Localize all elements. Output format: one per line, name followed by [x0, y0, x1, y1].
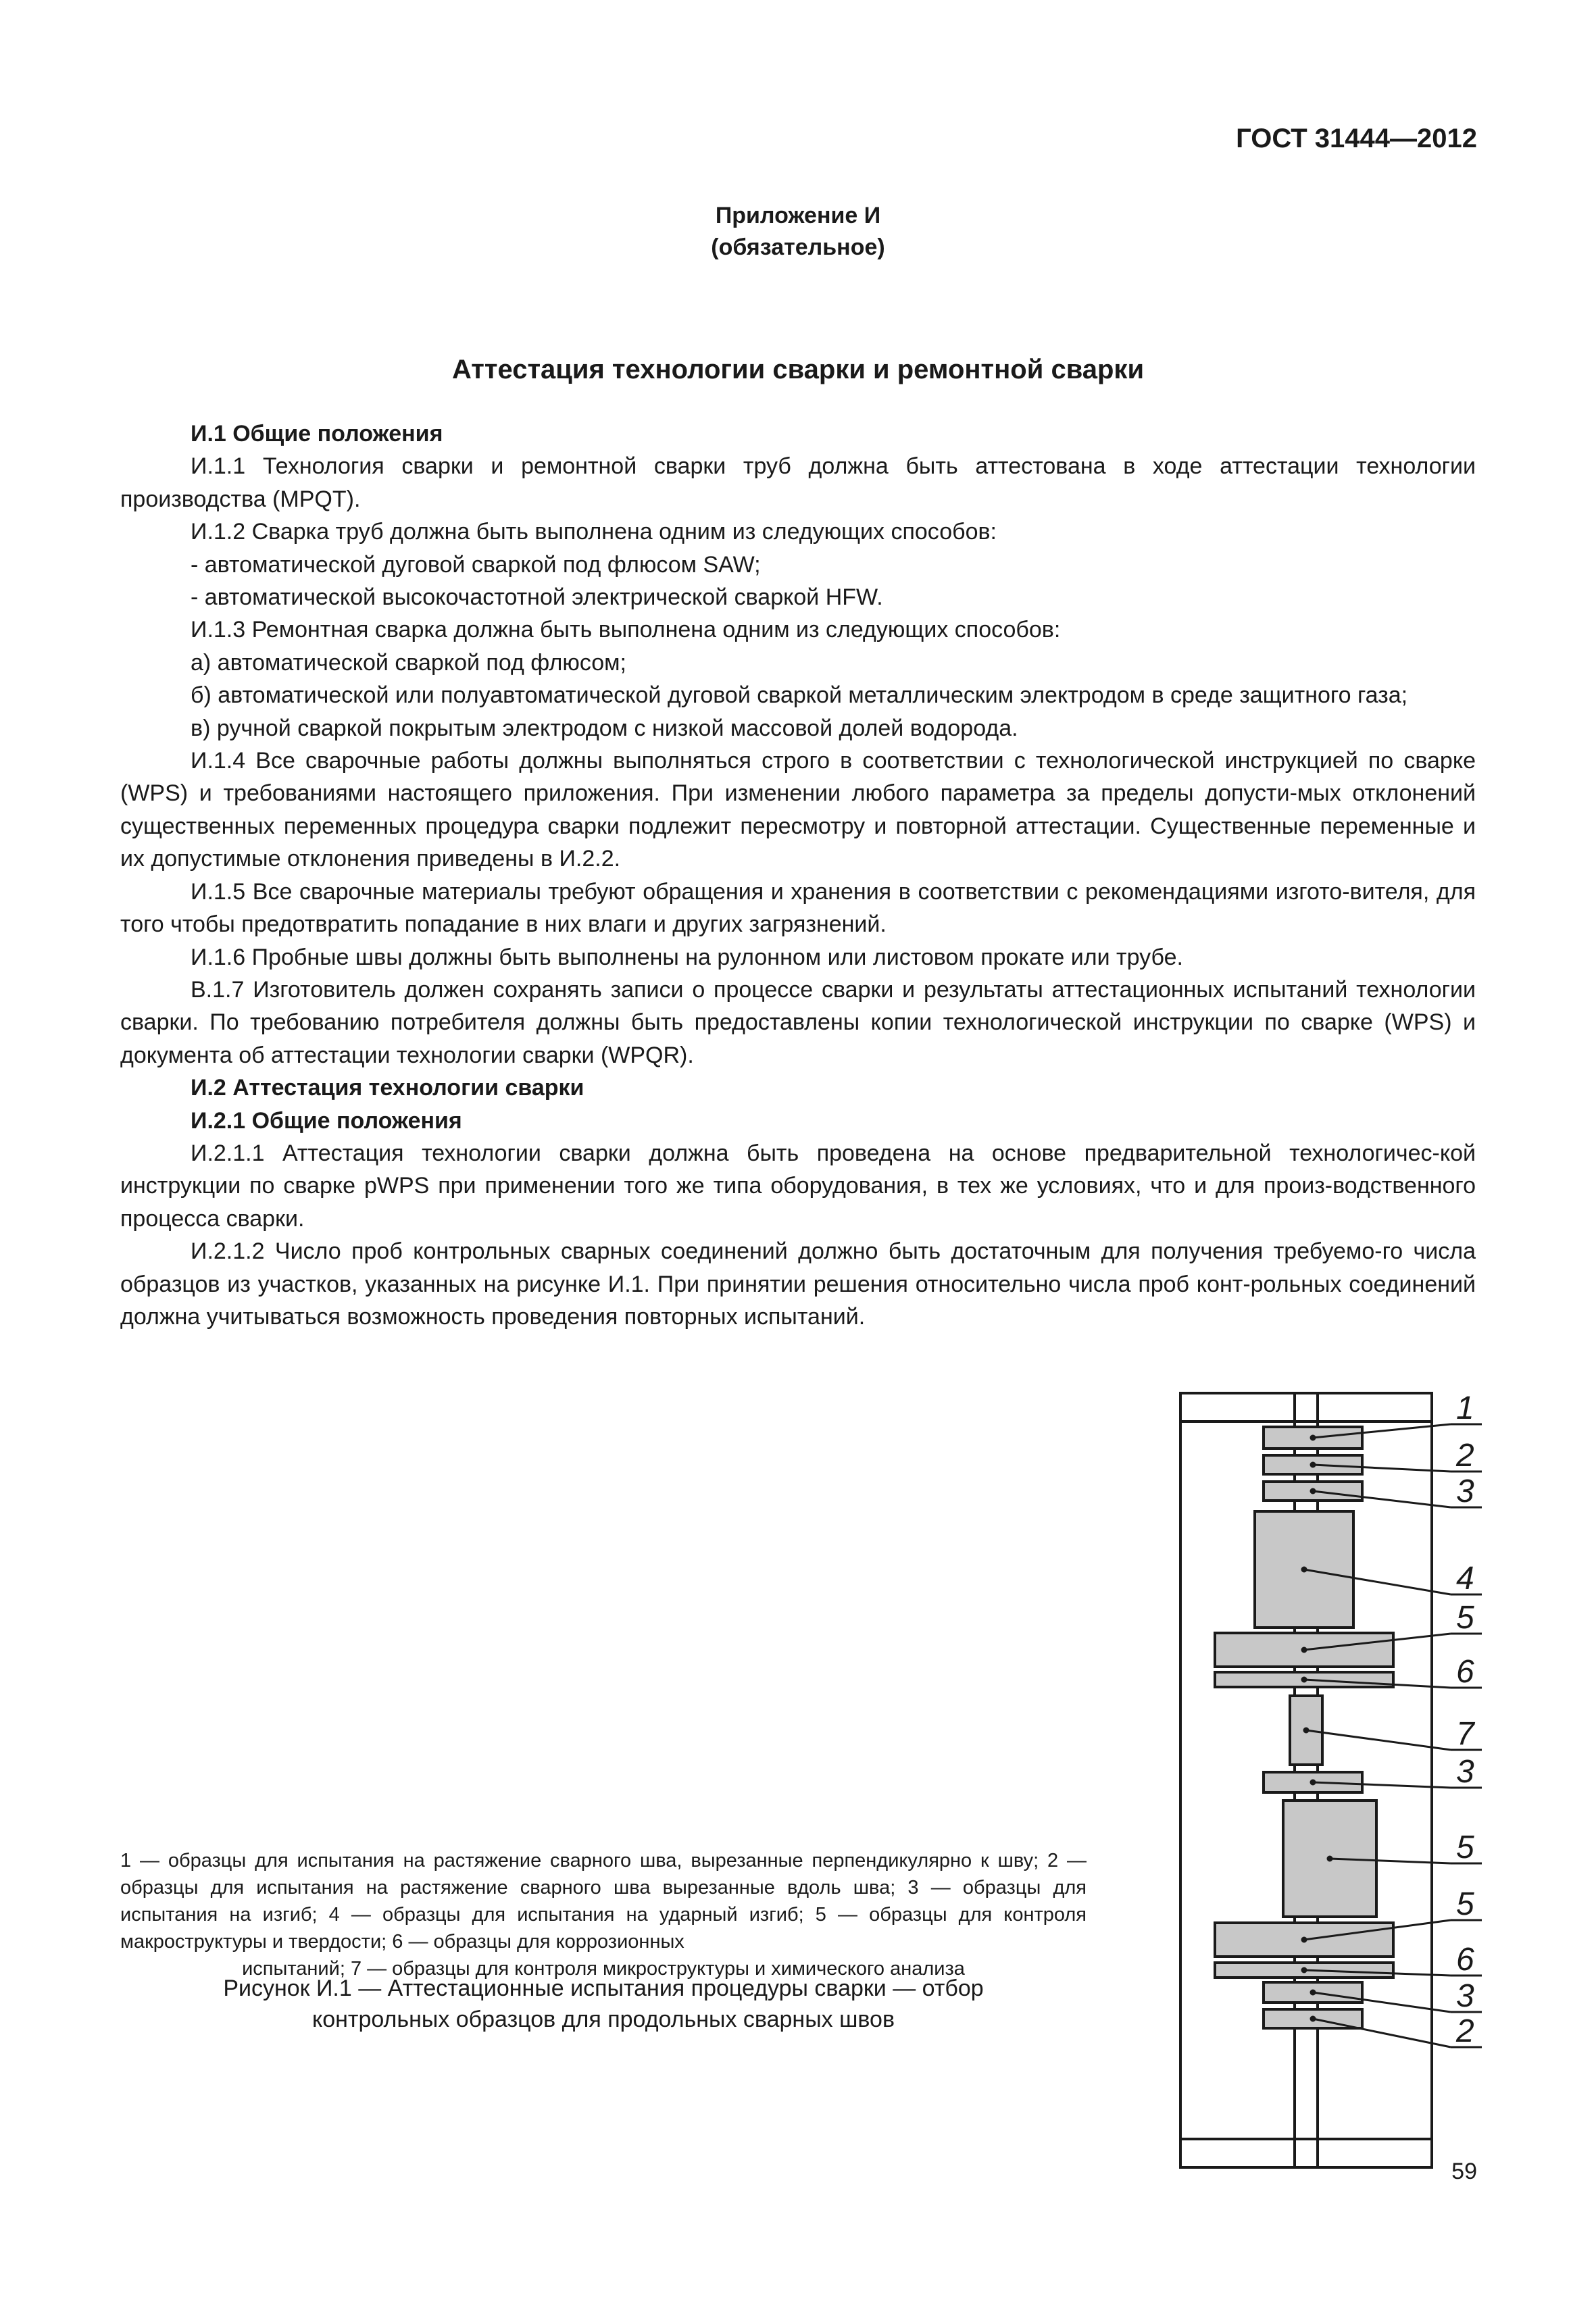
- appendix-name: Приложение И: [715, 203, 881, 228]
- standard-number: ГОСТ 31444—2012: [1236, 124, 1477, 153]
- specimen-label: 5: [1456, 1600, 1474, 1636]
- specimen-label: 1: [1456, 1392, 1474, 1426]
- leader-dot: [1311, 1463, 1315, 1467]
- leader-line: [1313, 2019, 1451, 2047]
- paragraph: И.1.4 Все сварочные работы должны выполняться строго в соответствии с технологической инструкцией по сварке (WPS) и требованиями настоящего приложения. При изменении любого параметра за пределы допусти-мых отклонений существенных переменных процедура сварки подлежит пересмотру и повторной аттестации. Существенные переменные и их допустимые отклонения приведены в И.2.2.: [120, 748, 1476, 872]
- figure-legend: [120, 1847, 1087, 1982]
- leader-line: [1306, 1730, 1451, 1750]
- appendix-status: (обязательное): [711, 234, 885, 260]
- specimen-label: 7: [1456, 1716, 1474, 1752]
- leader-dot: [1302, 1648, 1306, 1652]
- specimen-label: 2: [1456, 1438, 1474, 1474]
- appendix-title: Аттестация технологии сварки и ремонтной сварки: [451, 355, 1145, 384]
- legend-text: 1 — образцы для испытания на растяжение сварного шва, вырезанные перпендикулярно к шву; 2 — образцы для испытания на растяжение сварного шва вырезанные вдоль шва; 3 — образцы для испытания на изгиб; 4 — образцы для испытания на ударный изгиб; 5 — образцы для контроля макроструктуры и твердости; 6 — образцы для коррозионных: [120, 1850, 1087, 1953]
- list-item: в) ручной сваркой покрытым электродом с низкой массовой долей водорода.: [191, 715, 1018, 741]
- leader-dot: [1302, 1938, 1306, 1942]
- legend-text: испытаний; 7 — образцы для контроля микроструктуры и химического анализа: [242, 1958, 965, 1980]
- specimen-label: 6: [1456, 1942, 1474, 1978]
- subsection-heading: И.2.1 Общие положения: [191, 1107, 462, 1134]
- leader-dot: [1311, 1489, 1315, 1493]
- paragraph: И.1.6 Пробные швы должны быть выполнены на рулонном или листовом прокате или трубе.: [191, 944, 1183, 970]
- leader-dot: [1311, 2017, 1315, 2021]
- figure-caption: [120, 1973, 1087, 2035]
- leader-dot: [1328, 1857, 1332, 1861]
- leader-dot: [1302, 1968, 1306, 1972]
- paragraph: И.1.1 Технология сварки и ремонтной сварки труб должна быть аттестована в ходе аттестации технологии производства (MPQT).: [120, 453, 1476, 512]
- specimen-label: 3: [1456, 1978, 1474, 2014]
- paragraph: И.2.1.1 Аттестация технологии сварки должна быть проведена на основе предварительной технологичес-кой инструкции по сварке pWPS при применении того же типа оборудования, в тех же условиях, что и для произ-водственного процесса сварки.: [120, 1140, 1476, 1232]
- leader-dot: [1311, 1990, 1315, 1994]
- specimen-label: 4: [1456, 1561, 1474, 1596]
- paragraph: И.1.3 Ремонтная сварка должна быть выполнена одним из следующих способов:: [191, 617, 1061, 643]
- caption-line: Рисунок И.1 — Аттестационные испытания процедуры сварки — отбор: [223, 1976, 984, 2001]
- list-item: б) автоматической или полуавтоматической дуговой сваркой металлическим электродом в среде защитного газа;: [191, 682, 1408, 709]
- leader-dot: [1304, 1728, 1308, 1732]
- section-heading: И.2 Аттестация технологии сварки: [191, 1075, 584, 1101]
- specimen-label: 6: [1456, 1654, 1474, 1690]
- specimen-label: 3: [1456, 1474, 1474, 1509]
- list-item: - автоматической дуговой сваркой под флюсом SAW;: [191, 551, 761, 578]
- list-item: - автоматической высокочастотной электрической сваркой HFW.: [191, 584, 883, 611]
- paragraph: И.2.1.2 Число проб контрольных сварных соединений должно быть достаточным для получения требуемо-го числа образцов из участков, указанных на рисунке И.1. При принятии решения относительно числа проб конт-рольных соединений должна учитываться возможность проведения повторных испытаний.: [120, 1238, 1476, 1330]
- specimen-label: 2: [1456, 2013, 1474, 2049]
- leader-dot: [1302, 1567, 1306, 1571]
- list-item: а) автоматической сваркой под флюсом;: [191, 649, 626, 676]
- paragraph: И.1.5 Все сварочные материалы требуют обращения и хранения в соответствии с рекомендациями изгото-вителя, для того чтобы предотвратить попадание в них влаги и других загрязнений.: [120, 878, 1476, 938]
- section-heading: И.1 Общие положения: [191, 421, 443, 447]
- body-text: [120, 418, 1476, 1333]
- specimen-label: 3: [1456, 1754, 1474, 1790]
- specimen-label: 5: [1456, 1886, 1474, 1922]
- specimen-diagram: [1179, 1392, 1490, 2189]
- specimen-label: 5: [1456, 1830, 1474, 1865]
- page-number: 59: [1451, 2159, 1477, 2184]
- paragraph: В.1.7 Изготовитель должен сохранять записи о процессе сварки и результаты аттестационных испытаний технологии сварки. По требованию потребителя должны быть предоставлены копии технологической инструкции по сварке (WPS) и документа об аттестации технологии сварки (WPQR).: [120, 976, 1476, 1068]
- paragraph: И.1.2 Сварка труб должна быть выполнена одним из следующих способов:: [191, 519, 997, 545]
- leader-dot: [1311, 1780, 1315, 1784]
- caption-line: контрольных образцов для продольных сварных швов: [311, 2007, 895, 2032]
- leader-dot: [1311, 1436, 1315, 1440]
- leader-dot: [1302, 1678, 1306, 1682]
